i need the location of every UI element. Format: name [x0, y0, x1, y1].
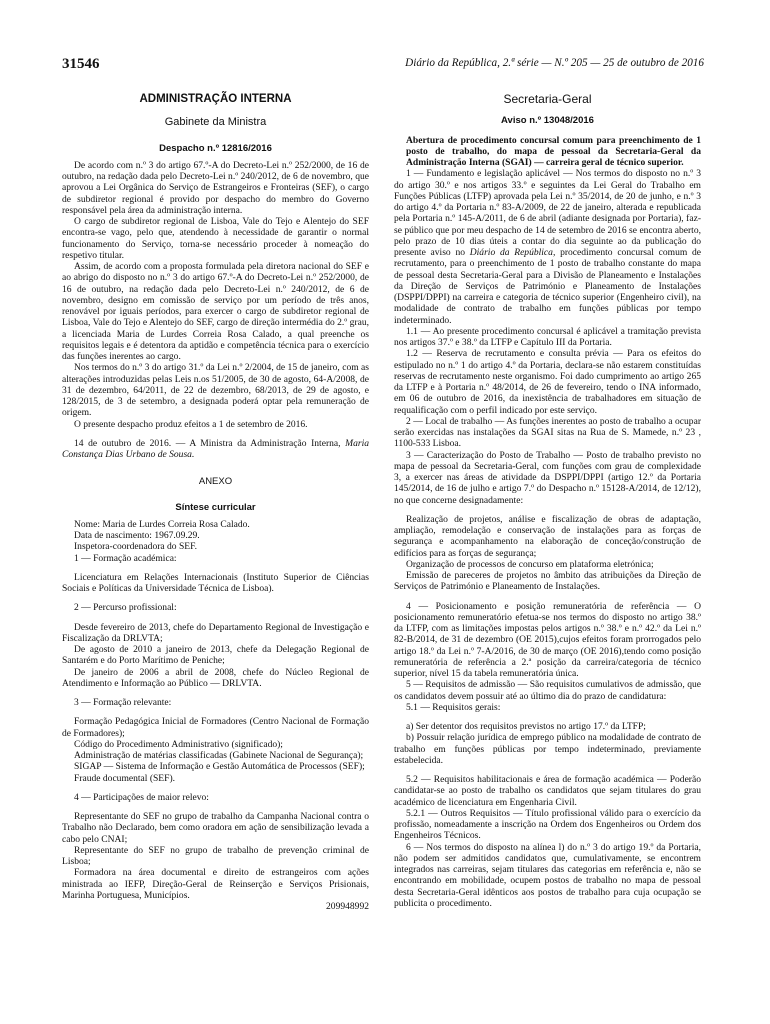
date-line: 14 de outubro de 2016. — A Ministra da Administração Interna, [74, 437, 341, 449]
left-column [62, 84, 369, 912]
cv-academic: Licenciatura em Relações Internacionais (Instituto Superior de Ciências Sociais e Políticas da Universidade Técnica de Lisboa). [62, 571, 369, 594]
minister-name: Maria Constança Dias Urbano de Sousa. [62, 437, 369, 460]
cv-title: Síntese curricular [175, 501, 256, 513]
cv-participation-item: Formadora na área documental e direito de estrangeiros com ações ministrada ao IEFP, Direção-Geral de Reinserção e Serviços Prisionais, Marinha Portuguesa, Municípios. [62, 867, 369, 901]
cv-career-item: Desde fevereiro de 2013, chefe do Departamento Regional de Investigação e Fiscalização da DRLVTA; [62, 621, 369, 644]
paragraph [394, 168, 701, 326]
paragraph: Assim, de acordo com a proposta formulada pela diretora nacional do SEF e ao abrigo do disposto no n.º 3 do artigo 67.º-A do Decreto-Lei n.º 252/2000, de 16 de outubro, na redação dada pelo Decreto-Lei n.º 240/2012, de 6 de novembro, designo em comissão de serviço por um período de três anos, renovável por iguais períodos, para exercer o cargo de subdiretor regional de Lisboa, Vale do Tejo e Alentejo do SEF, cargo de direção intermédia do 2.º grau, a licenciada Maria de Lurdes Correia Rosa Calado, a qual preenche os requisitos legais e é detentora da aptidão e competência técnica para o exercício das funções inerentes ao cargo. [62, 261, 369, 362]
duty-item: Emissão de pareceres de projetos no âmbito das atribuições da Direção de Serviços de Património e Planeamento de Instalações. [394, 570, 701, 593]
paragraph: 5 — Requisitos de admissão — São requisitos cumulativos de admissão, que os candidatos devem possuir até ao último dia do prazo de candidatura: [394, 679, 701, 702]
date-signature-line [62, 438, 369, 461]
section-title: ADMINISTRAÇÃO INTERNA [139, 93, 292, 105]
cv-training-item: Administração de matérias classificadas (Gabinete Nacional de Segurança); [74, 750, 364, 761]
paragraph: 5.1 — Requisitos gerais: [406, 701, 501, 713]
requirement-item: a) Ser detentor dos requisitos previstos no artigo 17.º da LTFP; [406, 721, 646, 732]
paragraph: Nos termos do n.º 3 do artigo 31.º da Lei n.º 2/2004, de 15 de janeiro, com as alterações introduzidas pelas Leis n.os 51/2005, de 30 de agosto, 64-A/2008, de 31 de dezembro, 64/2011, de 22 de dezembro, 68/2013, de 29 de agosto, e 128/2015, de 3 de setembro, a designada poderá optar pela remuneração de origem. [62, 362, 369, 419]
section-title: Secretaria-Geral [503, 92, 592, 106]
cv-line: Inspetora-coordenadora do SEF. [74, 541, 198, 553]
act-title: Aviso n.º 13048/2016 [501, 115, 594, 127]
paragraph: O presente despacho produz efeitos a 1 de setembro de 2016. [74, 418, 308, 430]
paragraph: 1.1 — Ao presente procedimento concursal é aplicável a tramitação prevista nos artigos 37.º e 38.º da LTFP e Capítulo III da Portaria. [394, 325, 701, 348]
paragraph-text: 1 — Fundamento e legislação aplicável — Nos termos do disposto no n.º 3 do artigo 30.º e nos artigos 33.º e seguintes da Lei Geral do Trabalho em Funções Públicas (LTFP) aprovada pela Lei n.º 35/2014, de 20 de junho, e n.º 3 do artigo 4.º da Portaria n.º 83-A/2009, de 22 de janeiro, alterada e republicada pela Portaria n.º 145-A/2011, de 6 de abril (adiante designada por Portaria), faz-se público que por meu despacho de 14 de setembro de 2016 se encontra aberto, pelo prazo de 10 dias úteis a contar do dia seguinte ao da publicação do presente aviso no [394, 168, 701, 258]
cv-participation-item: Representante do SEF no grupo de trabalho de prevenção criminal de Lisboa; [62, 844, 369, 867]
requirement-item: b) Possuir relação jurídica de emprego público na modalidade de contrato de trabalho em funções públicas por tempo indeterminado, previamente estabelecida. [394, 732, 701, 766]
paragraph: 1.2 — Reserva de recrutamento e consulta prévia — Para os efeitos do estipulado no n.º 1 do artigo 4.º da Portaria, declara-se não estarem constituídas reservas de recrutamento neste organismo. Foi dado cumprimento ao artigo 265 da LTFP e à Portaria n.º 48/2014, de 26 de fevereiro, tendo o INA informado, em 06 de outubro de 2016, da inexistência de trabalhadores em situação de requalificação com o perfil indicado por este serviço. [394, 348, 701, 416]
right-column [394, 84, 701, 909]
cv-training-item: Código do Procedimento Administrativo (significado); [74, 738, 283, 750]
annex-title: ANEXO [198, 476, 233, 488]
cv-section-heading: 4 — Participações de maior relevo: [74, 791, 209, 803]
notice-summary: Abertura de procedimento concursal comum para preenchimento de 1 posto de trabalho, do mapa de pessoal da Secretaria-Geral da Administração Interna (SGAI) — carreira geral de técnico superior. [406, 134, 701, 168]
cv-line: 1 — Formação académica: [74, 552, 177, 564]
paragraph: 6 — Nos termos do disposto na alínea l) do n.º 3 do artigo 19.º da Portaria, não podem ser admitidos candidatos que, cumulativamente, se encontrem integrados nas carreiras, sejam titulares das categorias em referência e, não se encontrando em mobilidade, ocupem postos de trabalho no mapa de pessoal desta Secretaria-Geral idênticos aos postos de trabalho para cuja ocupação se publicita o procedimento. [394, 841, 701, 909]
paragraph: 2 — Local de trabalho — As funções inerentes ao posto de trabalho a ocupar serão exercidas nas instalações da SGAI sitas na Rua de S. Mamede, n.º 23 , 1100-533 Lisboa. [394, 415, 701, 450]
paragraph-text: procedimento concursal comum de recrutamento, para o preenchimento de 1 posto de trabalho constante do mapa de pessoal desta Secretaria-Geral para a Divisão de Planeamento e Instalações da Direção de Serviços de Património e Planeamento de Instalações (DSPPI/DPPI) na carreira e categoria de técnico superior (Engenheiro civil), na modalidade de contrato de trabalho em funções públicas por tempo indeterminado. [394, 247, 702, 326]
cv-career-item: De janeiro de 2006 a abril de 2008, chefe do Núcleo Regional de Atendimento e Informação ao Público — DRLVTA. [62, 666, 369, 689]
cv-training-item: Formação Pedagógica Inicial de Formadores (Centro Nacional de Formação de Formadores); [62, 716, 369, 739]
cv-training-item: SIGAP — Sistema de Informação e Gestão Automática de Processos (SEF); [74, 761, 365, 773]
paragraph: De acordo com n.º 3 do artigo 67.º-A do Decreto-Lei n.º 252/2000, de 16 de outubro, na redação dada pelo Decreto-Lei n.º 240/2012, de 6 de novembro, que aprovou a Lei Orgânica do Serviço de Estrangeiros e Fronteiras (SEF), o cargo de subdiretor regional é provido por despacho do membro do Governo responsável pela área da administração interna. [62, 159, 369, 216]
cv-line: Nome: Maria de Lurdes Correia Rosa Calado. [74, 518, 250, 530]
cv-participation-item: Representante do SEF no grupo de trabalho da Campanha Nacional contra o Trabalho não Declarado, bem como oradora em ação de sensibilização levada a cabo pelo CNAI; [62, 811, 369, 845]
office-title: Gabinete da Ministra [164, 116, 267, 129]
paragraph: 5.2.1 — Outros Requisitos — Título profissional válido para o exercício da profissão, nomeadamente a inscrição na Ordem dos Engenheiros ou Ordem dos Engenheiros Técnicos. [394, 807, 701, 842]
page-number: 31546 [62, 56, 100, 72]
act-title: Despacho n.º 12816/2016 [159, 142, 272, 154]
duty-item: Realização de projetos, análise e fiscalização de obras de adaptação, ampliação, remodelação e conservação de instalações para as forças de segurança e acompanhamento na elaboração de conceção/construção de edifícios para as forças de segurança; [394, 513, 701, 559]
duty-item: Organização de processos de concurso em plataforma eletrónica; [406, 558, 654, 570]
journal-header: Diário da República, 2.ª série — N.º 205 — 25 de outubro de 2016 [405, 57, 704, 69]
paragraph: 3 — Caracterização do Posto de Trabalho — Posto de trabalho previsto no mapa de pessoal da Secretaria-Geral, com funções com grau de complexidade 3, a exercer nas áreas de atividade da DSPPI/DPPI (artigo 12.º da Portaria 145/2014, de 16 de julho e artigo 7.º do Despacho n.º 15128-A/2014, de 12/12), no que concerne designadamente: [394, 449, 701, 506]
cv-section-heading: 2 — Percurso profissional: [74, 602, 177, 614]
paragraph: 5.2 — Requisitos habilitacionais e área de formação académica — Poderão candidatar-se ao posto de trabalho os candidatos que sejam titulares do grau académico de licenciatura em Engenharia Civil. [394, 774, 701, 808]
cv-career-item: De agosto de 2010 a janeiro de 2013, chefe da Delegação Regional de Santarém e do Porto Marítimo de Peniche; [62, 644, 369, 667]
reference-number: 209948992 [326, 901, 369, 912]
paragraph: O cargo de subdiretor regional de Lisboa, Vale do Tejo e Alentejo do SEF encontra-se vago, pelo que, atendendo à necessidade de garantir o normal funcionamento do Serviço, torna-se necessário proceder à nomeação do respetivo titular. [62, 216, 369, 261]
paragraph: 4 — Posicionamento e posição remuneratória de referência — O posicionamento remuneratório efetua-se nos termos do disposto no artigo 38.º da LTFP, com as limitações impostas pelos artigos n.º 38.º e n.º 42.º da Lei n.º 82-B/2014, de 31 de dezembro (OE 2015),cujos efeitos foram prorrogados pelo artigo 18.º da Lei n.º 7-A/2016, de 30 de março (OE 2016),tendo como posição remuneratória de referência a 2.ª posição da carreira/categoria de técnico superior, nível 15 da tabela remuneratória única. [394, 600, 701, 679]
cv-training-item: Fraude documental (SEF). [74, 772, 176, 784]
cv-line: Data de nascimento: 1967.09.29. [74, 530, 200, 541]
journal-name: Diário da República, [469, 247, 556, 258]
cv-section-heading: 3 — Formação relevante: [74, 697, 172, 708]
